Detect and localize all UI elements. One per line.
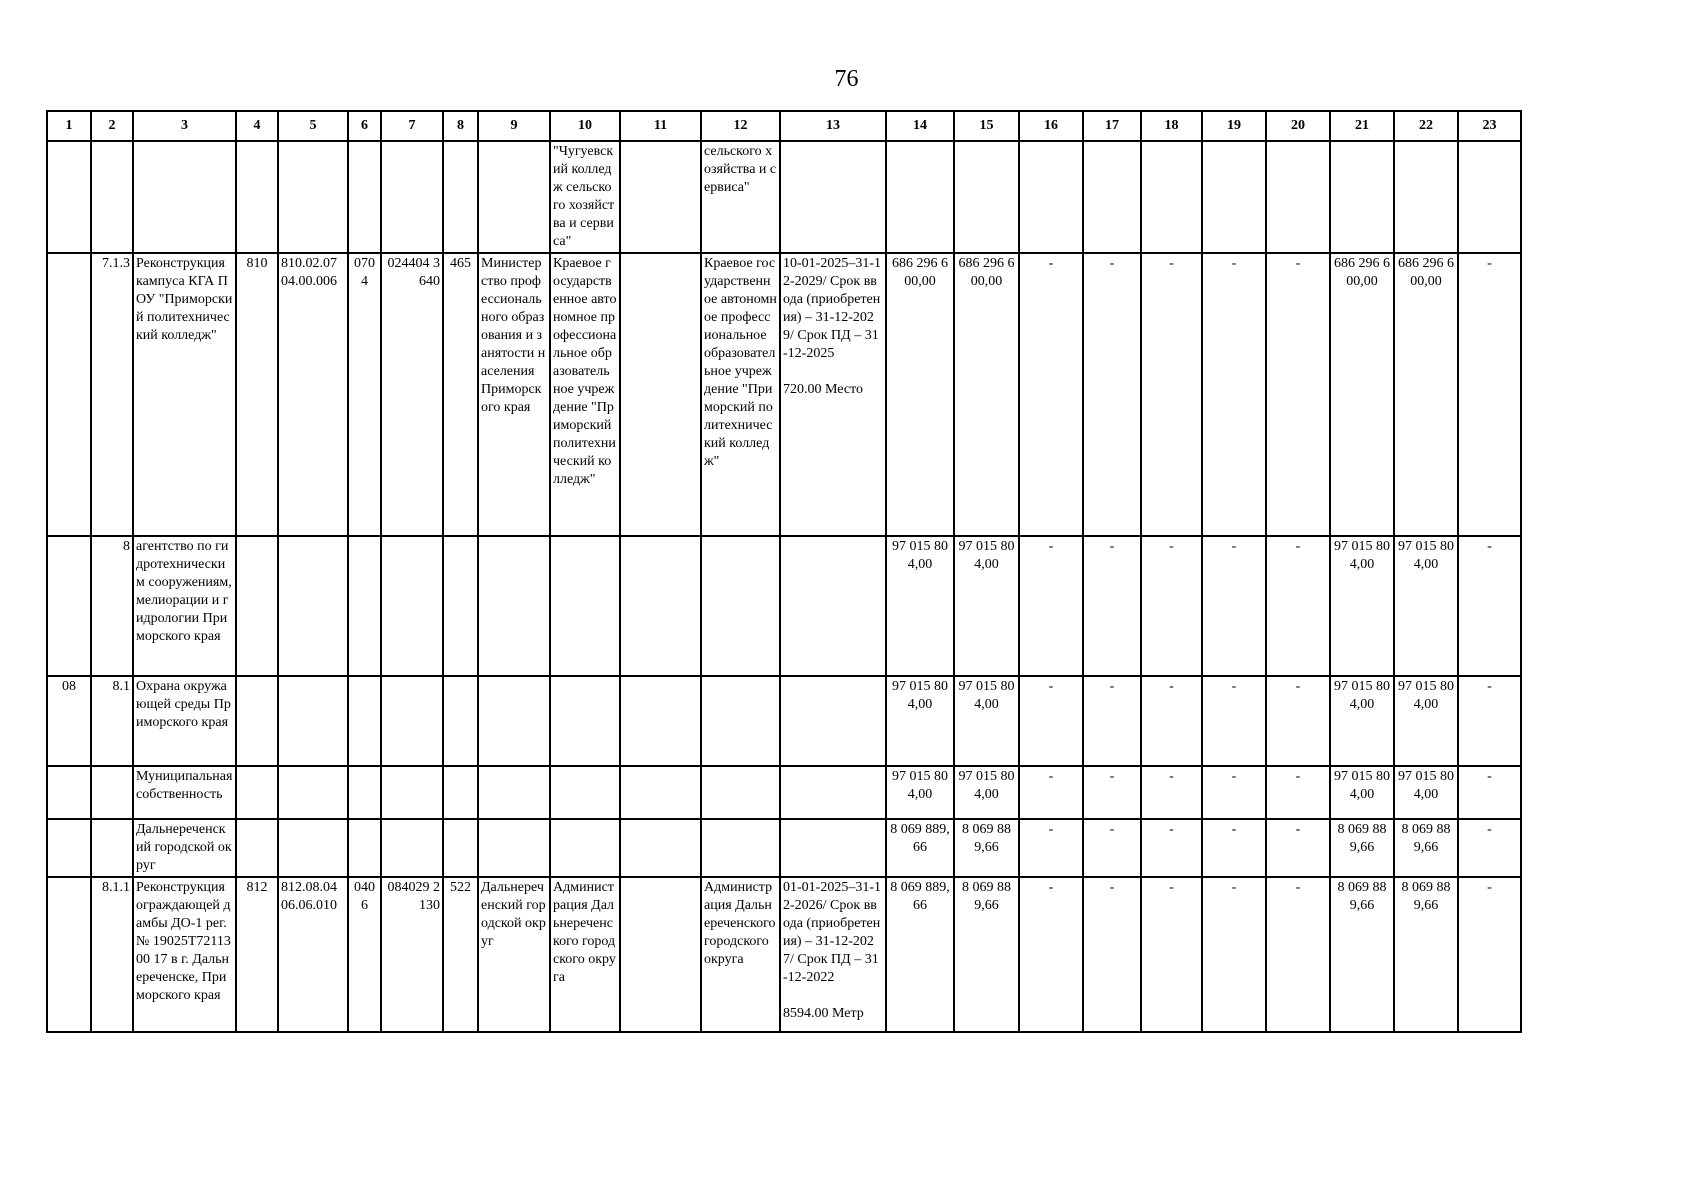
cell-col-22: 686 296 600,00 (1394, 253, 1458, 536)
cell-col-9 (478, 819, 550, 877)
cell-col-7 (381, 819, 443, 877)
cell-col-16: - (1019, 253, 1083, 536)
cell-col-7 (381, 141, 443, 253)
cell-col-5 (278, 676, 348, 766)
cell-col-14: 97 015 804,00 (886, 766, 954, 819)
cell-col-2 (91, 141, 133, 253)
cell-col-12: сельского хозяйства и сервиса" (701, 141, 780, 253)
column-header-1: 1 (47, 111, 91, 141)
cell-col-23 (1458, 141, 1521, 253)
cell-col-16: - (1019, 877, 1083, 1032)
cell-col-16: - (1019, 676, 1083, 766)
column-header-22: 22 (1394, 111, 1458, 141)
cell-col-7: 024404 3640 (381, 253, 443, 536)
cell-col-19: - (1202, 877, 1266, 1032)
cell-col-17: - (1083, 676, 1141, 766)
cell-col-6 (348, 536, 381, 676)
column-header-15: 15 (954, 111, 1019, 141)
cell-col-8 (443, 141, 478, 253)
table-row (47, 819, 1521, 877)
cell-col-11 (620, 676, 701, 766)
cell-col-13 (780, 819, 886, 877)
cell-col-23: - (1458, 877, 1521, 1032)
header-row (47, 111, 1521, 141)
cell-col-21: 97 015 804,00 (1330, 676, 1394, 766)
cell-col-17: - (1083, 536, 1141, 676)
cell-col-13 (780, 141, 886, 253)
cell-col-16 (1019, 141, 1083, 253)
cell-col-12 (701, 676, 780, 766)
cell-col-22: 8 069 889,66 (1394, 877, 1458, 1032)
table-row (47, 536, 1521, 676)
cell-col-16: - (1019, 536, 1083, 676)
cell-col-21: 8 069 889,66 (1330, 877, 1394, 1032)
cell-col-8 (443, 676, 478, 766)
cell-col-8 (443, 819, 478, 877)
cell-col-12 (701, 766, 780, 819)
cell-col-23: - (1458, 536, 1521, 676)
cell-col-22: 8 069 889,66 (1394, 819, 1458, 877)
cell-col-21: 97 015 804,00 (1330, 536, 1394, 676)
column-header-17: 17 (1083, 111, 1141, 141)
cell-col-22: 97 015 804,00 (1394, 766, 1458, 819)
cell-col-9 (478, 141, 550, 253)
cell-col-9: Дальнереченский городской округ (478, 877, 550, 1032)
cell-col-23: - (1458, 253, 1521, 536)
cell-col-19: - (1202, 766, 1266, 819)
cell-col-1 (47, 253, 91, 536)
cell-col-9 (478, 536, 550, 676)
cell-col-7 (381, 676, 443, 766)
cell-col-3: Дальнереченский городской округ (133, 819, 236, 877)
cell-col-14 (886, 141, 954, 253)
cell-col-1 (47, 141, 91, 253)
page-number: 76 (834, 66, 859, 92)
cell-col-16: - (1019, 819, 1083, 877)
cell-col-4 (236, 141, 278, 253)
cell-col-2 (91, 819, 133, 877)
cell-col-3 (133, 141, 236, 253)
capacity-text: 8594.00 Метр (783, 1006, 864, 1021)
cell-col-20: - (1266, 676, 1330, 766)
cell-col-8 (443, 536, 478, 676)
cell-col-10 (550, 766, 620, 819)
cell-col-21: 97 015 804,00 (1330, 766, 1394, 819)
cell-col-4 (236, 676, 278, 766)
column-header-20: 20 (1266, 111, 1330, 141)
cell-col-20: - (1266, 819, 1330, 877)
cell-col-6: 0704 (348, 253, 381, 536)
cell-col-12: Краевое государственное автономное профессиональное образовательное учреждение "Приморский политехнический колледж" (701, 253, 780, 536)
cell-col-18: - (1141, 253, 1202, 536)
cell-col-6 (348, 676, 381, 766)
cell-col-15: 686 296 600,00 (954, 253, 1019, 536)
column-header-12: 12 (701, 111, 780, 141)
column-header-19: 19 (1202, 111, 1266, 141)
cell-col-5: 812.08.04 06.06.010 (278, 877, 348, 1032)
cell-col-5 (278, 819, 348, 877)
cell-col-11 (620, 253, 701, 536)
cell-col-15 (954, 141, 1019, 253)
cell-col-9 (478, 676, 550, 766)
cell-col-20: - (1266, 766, 1330, 819)
cell-col-18 (1141, 141, 1202, 253)
cell-col-17: - (1083, 766, 1141, 819)
column-header-2: 2 (91, 111, 133, 141)
cell-col-18: - (1141, 536, 1202, 676)
cell-col-14: 97 015 804,00 (886, 536, 954, 676)
cell-col-18: - (1141, 819, 1202, 877)
cell-col-3: Муниципальная собственность (133, 766, 236, 819)
cell-col-10: Краевое государственное автономное профессиональное образовательное учреждение "Приморский политехнический колледж" (550, 253, 620, 536)
cell-col-2 (91, 766, 133, 819)
cell-col-22: 97 015 804,00 (1394, 676, 1458, 766)
cell-col-10: Администрация Дальнереченского городского округа (550, 877, 620, 1032)
column-header-13: 13 (780, 111, 886, 141)
cell-col-12 (701, 536, 780, 676)
cell-col-21: 686 296 600,00 (1330, 253, 1394, 536)
table-row (47, 766, 1521, 819)
cell-col-21: 8 069 889,66 (1330, 819, 1394, 877)
cell-col-17 (1083, 141, 1141, 253)
column-header-16: 16 (1019, 111, 1083, 141)
cell-col-4 (236, 536, 278, 676)
cell-col-20: - (1266, 253, 1330, 536)
cell-col-1 (47, 819, 91, 877)
deadline-text: 10-01-2025–31-12-2029/ Срок ввода (приобретения) – 31-12-2029/ Срок ПД – 31-12-2025 (783, 256, 881, 361)
cell-col-19 (1202, 141, 1266, 253)
cell-col-15: 97 015 804,00 (954, 536, 1019, 676)
cell-col-10 (550, 819, 620, 877)
cell-col-11 (620, 536, 701, 676)
cell-col-11 (620, 877, 701, 1032)
cell-col-1 (47, 877, 91, 1032)
column-header-6: 6 (348, 111, 381, 141)
cell-col-8 (443, 766, 478, 819)
cell-col-13 (780, 676, 886, 766)
capacity-text: 720.00 Место (783, 382, 863, 397)
cell-col-3: агентство по гидротехническим сооружениям, мелиорации и гидрологии Приморского края (133, 536, 236, 676)
cell-col-4: 812 (236, 877, 278, 1032)
cell-col-22 (1394, 141, 1458, 253)
cell-col-20: - (1266, 877, 1330, 1032)
cell-col-2: 8.1.1 (91, 877, 133, 1032)
cell-col-7 (381, 766, 443, 819)
cell-col-19: - (1202, 676, 1266, 766)
cell-col-13 (780, 536, 886, 676)
cell-col-5: 810.02.07 04.00.006 (278, 253, 348, 536)
cell-col-11 (620, 819, 701, 877)
cell-col-19: - (1202, 819, 1266, 877)
cell-col-7: 084029 2130 (381, 877, 443, 1032)
column-header-21: 21 (1330, 111, 1394, 141)
cell-col-8: 465 (443, 253, 478, 536)
cell-col-4 (236, 766, 278, 819)
cell-col-4: 810 (236, 253, 278, 536)
cell-col-2: 7.1.3 (91, 253, 133, 536)
cell-col-18: - (1141, 676, 1202, 766)
cell-col-4 (236, 819, 278, 877)
cell-col-14: 8 069 889,66 (886, 877, 954, 1032)
cell-col-1 (47, 766, 91, 819)
cell-col-23: - (1458, 766, 1521, 819)
cell-col-5 (278, 536, 348, 676)
column-header-4: 4 (236, 111, 278, 141)
cell-col-11 (620, 141, 701, 253)
cell-col-23: - (1458, 676, 1521, 766)
cell-col-5 (278, 766, 348, 819)
cell-col-20: - (1266, 536, 1330, 676)
cell-col-3: Реконструкция кампуса КГА ПОУ "Приморский политехнический колледж" (133, 253, 236, 536)
column-header-11: 11 (620, 111, 701, 141)
column-header-9: 9 (478, 111, 550, 141)
cell-col-20 (1266, 141, 1330, 253)
investment-table (46, 110, 1522, 1033)
cell-col-14: 97 015 804,00 (886, 676, 954, 766)
cell-col-19: - (1202, 253, 1266, 536)
cell-col-17: - (1083, 819, 1141, 877)
cell-col-6 (348, 141, 381, 253)
column-header-5: 5 (278, 111, 348, 141)
column-header-18: 18 (1141, 111, 1202, 141)
column-header-8: 8 (443, 111, 478, 141)
cell-col-17: - (1083, 253, 1141, 536)
cell-col-1 (47, 536, 91, 676)
column-header-23: 23 (1458, 111, 1521, 141)
cell-col-9 (478, 766, 550, 819)
cell-col-13 (780, 766, 886, 819)
cell-col-15: 97 015 804,00 (954, 766, 1019, 819)
cell-col-6 (348, 766, 381, 819)
cell-col-17: - (1083, 877, 1141, 1032)
cell-col-16: - (1019, 766, 1083, 819)
column-header-14: 14 (886, 111, 954, 141)
cell-col-6: 0406 (348, 877, 381, 1032)
cell-col-10: "Чугуевский колледж сельского хозяйства и сервиса" (550, 141, 620, 253)
cell-col-1: 08 (47, 676, 91, 766)
cell-col-15: 8 069 889,66 (954, 819, 1019, 877)
cell-col-18: - (1141, 766, 1202, 819)
column-header-7: 7 (381, 111, 443, 141)
deadline-text: 01-01-2025–31-12-2026/ Срок ввода (приобретения) – 31-12-2027/ Срок ПД – 31-12-2022 (783, 880, 881, 985)
cell-col-8: 522 (443, 877, 478, 1032)
cell-col-22: 97 015 804,00 (1394, 536, 1458, 676)
cell-col-6 (348, 819, 381, 877)
cell-col-3: Охрана окружающей среды Приморского края (133, 676, 236, 766)
cell-col-7 (381, 536, 443, 676)
cell-col-12 (701, 819, 780, 877)
cell-col-14: 8 069 889,66 (886, 819, 954, 877)
cell-col-19: - (1202, 536, 1266, 676)
cell-col-2: 8 (91, 536, 133, 676)
cell-col-18: - (1141, 877, 1202, 1032)
cell-col-5 (278, 141, 348, 253)
cell-col-15: 97 015 804,00 (954, 676, 1019, 766)
cell-col-21 (1330, 141, 1394, 253)
cell-col-3: Реконструкция ограждающей дамбы ДО-1 рег. № 19025Т7211300 17 в г. Дальнереченске, Приморского края (133, 877, 236, 1032)
column-header-3: 3 (133, 111, 236, 141)
cell-col-14: 686 296 600,00 (886, 253, 954, 536)
cell-col-15: 8 069 889,66 (954, 877, 1019, 1032)
table-row (47, 676, 1521, 766)
cell-col-13 (780, 877, 886, 1032)
table-row (47, 877, 1521, 1032)
column-header-10: 10 (550, 111, 620, 141)
cell-col-23: - (1458, 819, 1521, 877)
cell-col-2: 8.1 (91, 676, 133, 766)
table-row (47, 253, 1521, 536)
cell-col-9: Министерство профессионального образования и занятости населения Приморского края (478, 253, 550, 536)
table-row (47, 141, 1521, 253)
cell-col-11 (620, 766, 701, 819)
cell-col-12: Администрация Дальнереченского городского округа (701, 877, 780, 1032)
cell-col-10 (550, 676, 620, 766)
cell-col-10 (550, 536, 620, 676)
cell-col-13 (780, 253, 886, 536)
